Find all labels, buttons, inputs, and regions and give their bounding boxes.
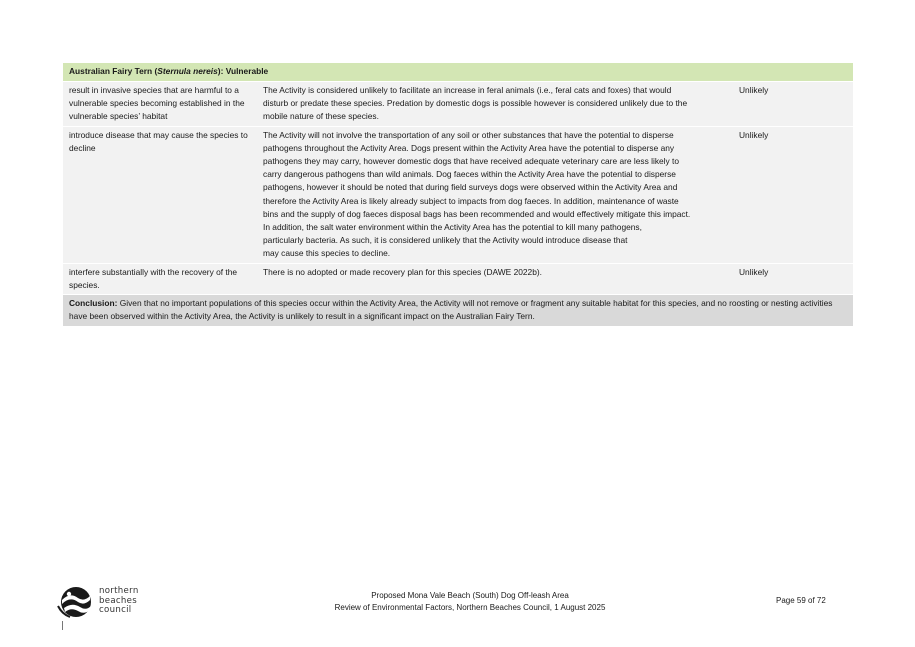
footer-divider <box>62 621 63 630</box>
conclusion <box>63 294 853 326</box>
assessment-line: may cause this species to decline. <box>263 248 391 259</box>
table-row <box>63 263 853 294</box>
council-logo-text <box>99 587 139 616</box>
assessment-line: particularly bacteria. As such, it is considered unlikely that the Activity would introduce disease that <box>263 235 628 246</box>
likelihood-cell: Unlikely <box>739 266 769 277</box>
logo-line: northern <box>99 586 139 596</box>
criterion-cell: introduce disease that may cause the species to decline <box>69 129 248 153</box>
header-suffix: ): Vulnerable <box>217 66 269 76</box>
assessment-line: The Activity will not involve the transportation of any soil or other substances that have the potential to disperse <box>263 129 674 140</box>
assessment-cell <box>263 82 733 126</box>
logo-line: beaches <box>99 595 138 606</box>
species-name: Sternula nereis <box>157 66 218 76</box>
table-row <box>63 126 853 263</box>
assessment-line: In addition, the salt water environment within the Activity Area has the potential to kill many pathogens, <box>263 222 642 233</box>
document-title <box>320 590 620 614</box>
assessment-line: mobile nature of these species. <box>263 111 379 122</box>
assessment-line: There is no adopted or made recovery plan for this species (DAWE 2022b). <box>263 266 542 277</box>
conclusion-label: Conclusion: <box>69 298 118 309</box>
page-number: Page 59 of 72 <box>776 596 826 605</box>
document-title-line1: Proposed Mona Vale Beach (South) Dog Off-leash Area <box>371 591 569 600</box>
logo-line: council <box>99 605 132 616</box>
document-title-line2: Review of Environmental Factors, Northern Beaches Council, 1 August 2025 <box>334 603 606 612</box>
assessment-line: bins and the supply of dog faeces disposal bags has been recommended and would effectively mitigate this impact. <box>263 208 691 219</box>
conclusion-text: Given that no important populations of this species occur within the Activity Area, the Activity will not remove or fragment any suitable habitat for this species, and no roosting or nesting activities have been observed within the Activity Area, the Activity is unlikely to result in a significant impact on the Australian Fairy Tern. <box>69 298 833 322</box>
likelihood-cell: Unlikely <box>739 85 769 95</box>
assessment-line: pathogens they may carry, however domestic dogs that have received adequate veterinary care are less likely to <box>263 156 680 167</box>
assessment-cell <box>263 127 733 263</box>
likelihood-cell: Unlikely <box>739 129 769 140</box>
assessment-line: The Activity is considered unlikely to facilitate an increase in feral animals (i.e., feral cats and foxes) that would <box>263 85 672 95</box>
assessment-line: carry dangerous pathogens than wild animals. Dog faeces within the Activity Area have the potential to disperse <box>263 169 676 180</box>
council-logo-icon <box>56 584 96 620</box>
assessment-line: pathogens throughout the Activity Area. Dogs present within the Activity Area have the potential to disperse any <box>263 142 675 153</box>
assessment-line: pathogens, however it should be noted that during field surveys dogs were observed within the Activity Area and <box>263 182 678 193</box>
header-prefix: Australian Fairy Tern ( <box>69 66 158 76</box>
assessment-line: disturb or predate these species. Predation by domestic dogs is possible however is considered unlikely due to the <box>263 98 688 109</box>
assessment-cell <box>263 264 733 294</box>
table-header <box>63 63 853 81</box>
criterion-cell: result in invasive species that are harmful to a vulnerable species becoming established in the vulnerable species’ habitat <box>69 85 245 122</box>
assessment-table <box>63 63 853 326</box>
table-row <box>63 81 853 126</box>
criterion-cell: interfere substantially with the recovery of the species. <box>69 266 238 290</box>
assessment-line: therefore the Activity Area is likely already subject to impacts from dog faeces. In addition, maintenance of waste <box>263 195 679 206</box>
page-footer <box>0 580 915 640</box>
